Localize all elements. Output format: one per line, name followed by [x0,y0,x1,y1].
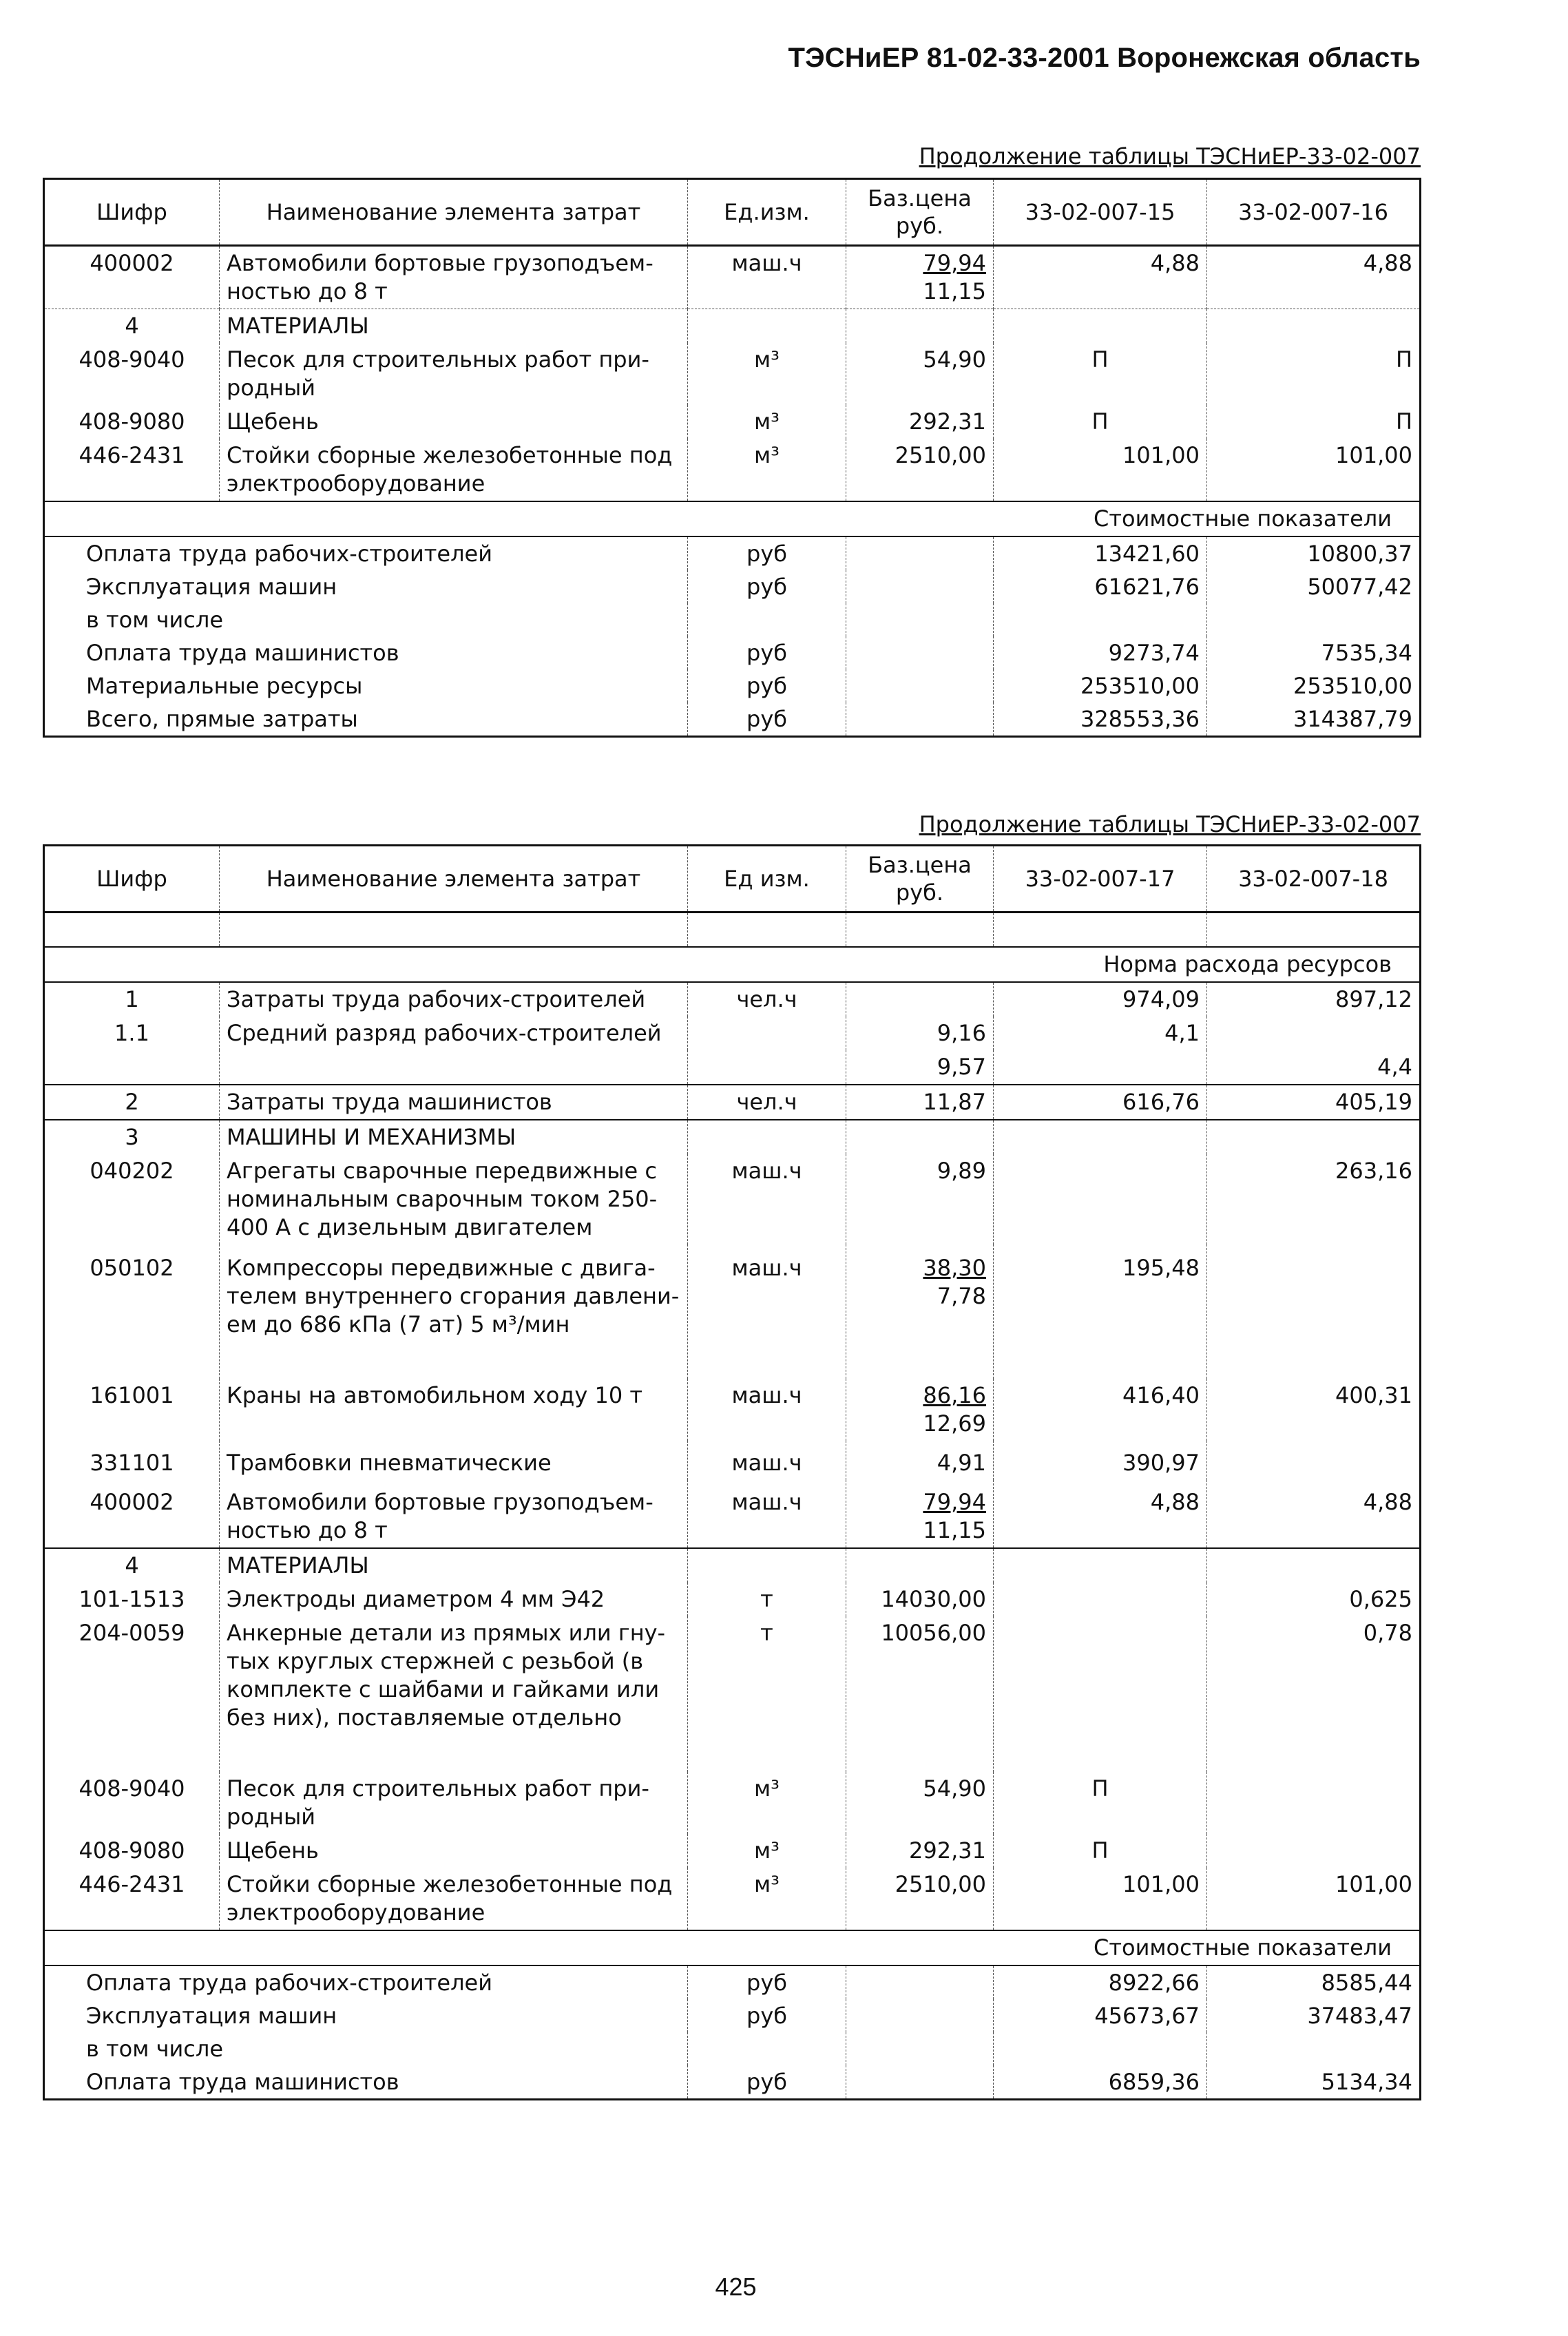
table2 [43,844,1421,2100]
section-row-norm: Норма расхода ресурсов [44,947,1421,982]
col-code-header: Шифр [44,846,220,912]
total-row: Эксплуатация машин руб 45673,67 37483,47 [44,1999,1421,2032]
total-row: Оплата труда рабочих-строителей руб 13421,60 10800,37 [44,536,1421,570]
table-row: 101-1513 Электроды диаметром 4 мм Э42 т 14030,00 0,625 [44,1583,1421,1616]
table2-header-row [44,846,1421,912]
table-row: 400002 Автомобили бортовые грузоподъем-ностью до 8 т маш.ч 79,94 11,15 4,88 4,88 [44,1480,1421,1548]
table-row: 331101 Трамбовки пневматические маш.ч 4,91 390,97 [44,1441,1421,1480]
document-header: ТЭСНиЕР 81-02-33-2001 Воронежская область [788,43,1421,73]
spacer-row [44,912,1421,948]
total-row: Всего, прямые затраты руб 328553,36 314387,79 [44,702,1421,737]
col-b-header: 33-02-007-16 [1207,179,1421,246]
section-row-cost-indicators: Стоимостные показатели [44,1930,1421,1965]
table-row: 408-9040 Песок для строительных работ при-родный м³ 54,90 П П [44,343,1421,405]
section-row-machines: 3 МАШИНЫ И МЕХАНИЗМЫ [44,1120,1421,1154]
section-row-materials: 4 МАТЕРИАЛЫ [44,309,1421,344]
table1-caption: Продолжение таблицы ТЭСНиЕР-33-02-007 [919,143,1421,169]
total-row: в том числе [44,2032,1421,2065]
col-a-header: 33-02-007-15 [994,179,1207,246]
table-row: 408-9080 Щебень м³ 292,31 П [44,1834,1421,1868]
table-row: 161001 Краны на автомобильном ходу 10 т маш.ч 86,16 12,69 416,40 400,31 [44,1379,1421,1441]
col-b-header: 33-02-007-18 [1207,846,1421,912]
table1 [43,178,1421,738]
section-row-materials: 4 МАТЕРИАЛЫ [44,1548,1421,1583]
table-row: 050102 Компрессоры передвижные с двига-телем внутреннего сгорания давлени-ем до 686 кПа (7 ат) 5 м³/мин маш.ч 38,30 7,78 195,48 [44,1244,1421,1379]
section-row-cost-indicators: Стоимостные показатели [44,501,1421,536]
table-row: 9,57 4,4 [44,1050,1421,1085]
table-row: 446-2431 Стойки сборные железобетонные под электрооборудование м³ 2510,00 101,00 101,00 [44,439,1421,501]
table2-caption: Продолжение таблицы ТЭСНиЕР-33-02-007 [919,811,1421,837]
table-row: 2 Затраты труда машинистов чел.ч 11,87 616,76 405,19 [44,1085,1421,1120]
page-number: 425 [715,2273,757,2301]
total-row: Оплата труда машинистов руб 6859,36 5134,34 [44,2065,1421,2100]
col-price-header: Баз.цена руб. [846,179,994,246]
col-unit-header: Ед изм. [688,846,846,912]
total-row: Оплата труда рабочих-строителей руб 8922,66 8585,44 [44,1965,1421,1999]
table-row: 1 Затраты труда рабочих-строителей чел.ч 974,09 897,12 [44,982,1421,1016]
col-a-header: 33-02-007-17 [994,846,1207,912]
table-row: 446-2431 Стойки сборные железобетонные под электрооборудование м³ 2510,00 101,00 101,00 [44,1868,1421,1930]
col-name-header: Наименование элемента затрат [220,179,688,246]
total-row: Оплата труда машинистов руб 9273,74 7535,34 [44,636,1421,669]
col-unit-header: Ед.изм. [688,179,846,246]
table-row: 040202 Агрегаты сварочные передвижные с номинальным сварочным током 250-400 А с дизельным двигателем маш.ч 9,89 263,16 [44,1154,1421,1244]
total-row: Материальные ресурсы руб 253510,00 253510,00 [44,669,1421,702]
table-row: 204-0059 Анкерные детали из прямых или гну-тых круглых стержней с резьбой (в комплекте с шайбами и гайками или без них), поставляемые отдельно т 10056,00 0,78 [44,1616,1421,1772]
table-row: 1.1 Средний разряд рабочих-строителей 9,16 4,1 [44,1016,1421,1050]
table-row: 408-9080 Щебень м³ 292,31 П П [44,405,1421,439]
total-row: в том числе [44,603,1421,636]
table1-header-row [44,179,1421,246]
table-row: 400002 Автомобили бортовые грузоподъем-ностью до 8 т маш.ч 79,94 11,15 4,88 4,88 [44,246,1421,309]
col-code-header: Шифр [44,179,220,246]
table-row: 408-9040 Песок для строительных работ при-родный м³ 54,90 П [44,1772,1421,1834]
col-price-header: Баз.цена руб. [846,846,994,912]
total-row: Эксплуатация машин руб 61621,76 50077,42 [44,570,1421,603]
col-name-header: Наименование элемента затрат [220,846,688,912]
